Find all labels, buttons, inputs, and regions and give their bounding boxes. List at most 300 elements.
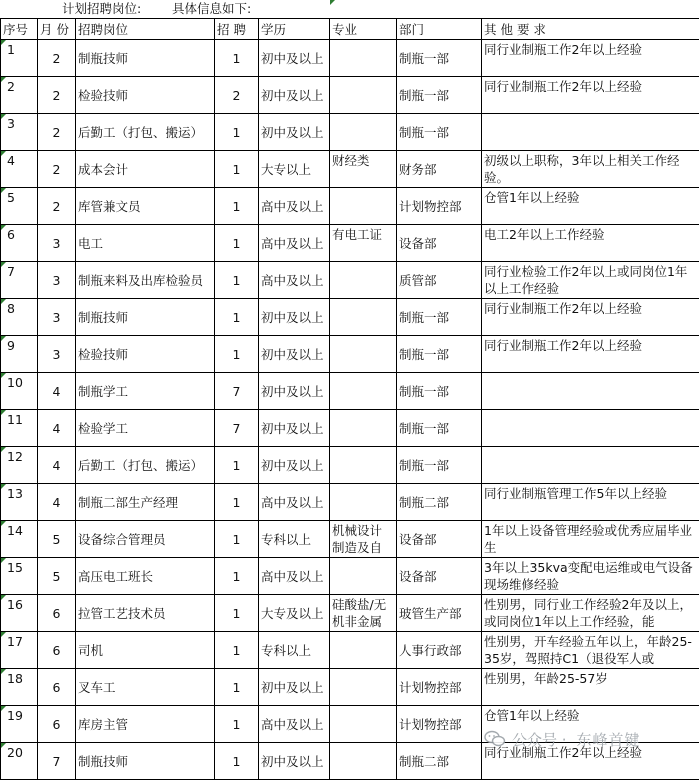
cell-requirements-text: 电工2年以上工作经验 (484, 227, 604, 242)
cell-requirements-text: 同行业制瓶管理工作5年以上经验 (484, 486, 667, 501)
cell-month[interactable] (38, 484, 76, 521)
cell-requirements[interactable] (482, 447, 699, 484)
cell-position[interactable] (76, 188, 215, 225)
cell-department[interactable] (397, 447, 482, 484)
cell-requirements-text: 1年以上设备管理经验或优秀应届毕业生 (484, 523, 692, 555)
cell-count[interactable] (215, 114, 259, 151)
cell-position[interactable] (76, 484, 215, 521)
cell-education[interactable] (259, 706, 330, 743)
cell-major[interactable] (330, 595, 397, 632)
cell-department[interactable] (397, 40, 482, 77)
cell-department[interactable] (397, 373, 482, 410)
cell-no-text: 13 (7, 486, 23, 501)
cell-position-text: 设备综合管理员 (78, 532, 166, 547)
sheet-title (0, 0, 699, 18)
cell-position-text: 叉车工 (78, 680, 116, 695)
table-row (1, 225, 699, 262)
cell-education[interactable] (259, 558, 330, 595)
cell-no[interactable] (1, 151, 38, 188)
cell-major[interactable] (330, 669, 397, 706)
cell-comment-marker (1, 114, 6, 119)
cell-education[interactable] (259, 40, 330, 77)
cell-month[interactable] (38, 410, 76, 447)
cell-month-text: 2 (53, 162, 61, 177)
cell-count[interactable] (215, 262, 259, 299)
cell-month[interactable] (38, 521, 76, 558)
cell-education[interactable] (259, 151, 330, 188)
cell-major[interactable] (330, 373, 397, 410)
cell-department[interactable] (397, 77, 482, 114)
cell-count[interactable] (215, 336, 259, 373)
cell-comment-marker (1, 336, 6, 341)
table-row (1, 40, 699, 77)
cell-department[interactable] (397, 410, 482, 447)
header-position: 招聘岗位 (76, 19, 215, 40)
cell-education[interactable] (259, 595, 330, 632)
cell-department[interactable] (397, 336, 482, 373)
cell-education[interactable] (259, 373, 330, 410)
cell-requirements[interactable] (482, 558, 699, 595)
cell-requirements[interactable] (482, 188, 699, 225)
header-requirements: 其 他 要 求 (482, 19, 699, 40)
table-row (1, 114, 699, 151)
watermark-label: 公众号 · (512, 729, 567, 750)
cell-major[interactable] (330, 188, 397, 225)
cell-department-text: 设备部 (399, 236, 437, 251)
cell-month-text: 4 (53, 384, 61, 399)
cell-education-text: 大专以上 (261, 162, 311, 177)
cell-count[interactable] (215, 151, 259, 188)
cell-position[interactable] (76, 743, 215, 780)
cell-month[interactable] (38, 225, 76, 262)
cell-count-text: 1 (233, 310, 241, 325)
watermark-name: 东峰首键 (577, 729, 641, 750)
cell-no-text: 1 (7, 42, 15, 57)
cell-position[interactable] (76, 669, 215, 706)
cell-month-text: 6 (53, 680, 61, 695)
cell-requirements-text: 性别男，年龄25-57岁 (484, 671, 608, 686)
cell-requirements-text: 仓管1年以上经验 (484, 190, 579, 205)
cell-requirements-text: 初级以上职称，3年以上相关工作经验。 (484, 153, 679, 185)
cell-position[interactable] (76, 40, 215, 77)
cell-education[interactable] (259, 410, 330, 447)
cell-department-text: 财务部 (399, 162, 437, 177)
cell-count[interactable] (215, 706, 259, 743)
cell-requirements-text: 3年以上35kva变配电运维或电气设备现场维修经验 (484, 560, 693, 592)
cell-no[interactable] (1, 410, 38, 447)
cell-position-text: 后勤工（打包、搬运） (78, 125, 203, 140)
cell-position[interactable] (76, 706, 215, 743)
cell-position-text: 司机 (78, 643, 103, 658)
cell-count-text: 1 (233, 532, 241, 547)
cell-department[interactable] (397, 299, 482, 336)
cell-position-text: 制瓶技师 (78, 310, 128, 325)
cell-month-text: 3 (53, 273, 61, 288)
cell-department[interactable] (397, 188, 482, 225)
cell-education[interactable] (259, 632, 330, 669)
cell-education-text: 初中及以上 (261, 88, 324, 103)
cell-education[interactable] (259, 114, 330, 151)
cell-department-text: 计划物控部 (399, 717, 462, 732)
cell-month[interactable] (38, 558, 76, 595)
cell-no-text: 15 (7, 560, 23, 575)
cell-month[interactable] (38, 40, 76, 77)
cell-department-text: 制瓶一部 (399, 347, 449, 362)
cell-comment-marker (1, 410, 6, 415)
cell-count-text: 1 (233, 347, 241, 362)
cell-education-text: 初中及以上 (261, 310, 324, 325)
cell-requirements[interactable] (482, 114, 699, 151)
cell-no[interactable] (1, 706, 38, 743)
cell-position-text: 制瓶学工 (78, 384, 128, 399)
cell-department-text: 设备部 (399, 569, 437, 584)
cell-position-text: 后勤工（打包、搬运） (78, 458, 203, 473)
cell-position[interactable] (76, 299, 215, 336)
cell-position[interactable] (76, 595, 215, 632)
cell-comment-marker (1, 262, 6, 267)
cell-department-text: 制瓶一部 (399, 88, 449, 103)
header-month: 月 份 (38, 19, 76, 40)
cell-position-text: 库房主管 (78, 717, 128, 732)
cell-no[interactable] (1, 114, 38, 151)
cell-major[interactable] (330, 262, 397, 299)
cell-no-text: 11 (7, 412, 23, 427)
cell-count-text: 7 (233, 421, 241, 436)
cell-month-text: 4 (53, 495, 61, 510)
cell-department-text: 制瓶一部 (399, 384, 449, 399)
cell-major[interactable] (330, 225, 397, 262)
cell-month-text: 3 (53, 310, 61, 325)
cell-major[interactable] (330, 558, 397, 595)
cell-position-text: 制瓶技师 (78, 754, 128, 769)
cell-count-text: 1 (233, 458, 241, 473)
cell-major[interactable] (330, 77, 397, 114)
cell-requirements[interactable] (482, 77, 699, 114)
table-row (1, 336, 699, 373)
cell-month-text: 5 (53, 532, 61, 547)
cell-major[interactable] (330, 336, 397, 373)
cell-no[interactable] (1, 188, 38, 225)
cell-month[interactable] (38, 262, 76, 299)
cell-no-text: 6 (7, 227, 15, 242)
cell-major[interactable] (330, 40, 397, 77)
cell-no[interactable] (1, 77, 38, 114)
cell-no[interactable] (1, 669, 38, 706)
cell-month-text: 6 (53, 606, 61, 621)
cell-requirements-text: 同行业制瓶工作2年以上经验 (484, 79, 642, 94)
cell-count[interactable] (215, 188, 259, 225)
cell-comment-marker (1, 558, 6, 563)
cell-count-text: 1 (233, 162, 241, 177)
cell-major-text: 财经类 (332, 153, 370, 168)
cell-comment-marker (1, 40, 6, 45)
cell-education-text: 初中及以上 (261, 384, 324, 399)
cell-no[interactable] (1, 743, 38, 780)
cell-no[interactable] (1, 484, 38, 521)
cell-comment-marker (1, 595, 6, 600)
cell-education-text: 高中及以上 (261, 569, 324, 584)
cell-position[interactable] (76, 114, 215, 151)
cell-no[interactable] (1, 558, 38, 595)
cell-requirements-text: 同行业制瓶工作2年以上经验 (484, 301, 642, 316)
cell-count[interactable] (215, 299, 259, 336)
cell-count[interactable] (215, 410, 259, 447)
cell-position[interactable] (76, 77, 215, 114)
cell-requirements[interactable] (482, 373, 699, 410)
cell-major-text: 有电工证 (332, 227, 382, 242)
cell-month[interactable] (38, 706, 76, 743)
table-row (1, 151, 699, 188)
cell-month[interactable] (38, 373, 76, 410)
cell-education-text: 专科以上 (261, 532, 311, 547)
cell-department[interactable] (397, 669, 482, 706)
cell-education-text: 高中及以上 (261, 717, 324, 732)
cell-count[interactable] (215, 632, 259, 669)
cell-requirements[interactable] (482, 262, 699, 299)
cell-count[interactable] (215, 595, 259, 632)
cell-education[interactable] (259, 225, 330, 262)
cell-no-text: 19 (7, 708, 23, 723)
cell-requirements[interactable] (482, 669, 699, 706)
cell-position[interactable] (76, 558, 215, 595)
cell-month[interactable] (38, 336, 76, 373)
cell-count-text: 1 (233, 754, 241, 769)
cell-comment-marker (1, 669, 6, 674)
table-row (1, 558, 699, 595)
cell-education[interactable] (259, 743, 330, 780)
cell-education-text: 高中及以上 (261, 236, 324, 251)
cell-count-text: 7 (233, 384, 241, 399)
table-row (1, 188, 699, 225)
cell-education[interactable] (259, 521, 330, 558)
table-row (1, 373, 699, 410)
cell-comment-marker (1, 225, 6, 230)
cell-month-text: 6 (53, 717, 61, 732)
cell-education[interactable] (259, 262, 330, 299)
cell-month-text: 3 (53, 236, 61, 251)
cell-requirements-text: 同行业制瓶工作2年以上经验 (484, 42, 642, 57)
cell-department-text: 制瓶一部 (399, 125, 449, 140)
cell-no[interactable] (1, 299, 38, 336)
cell-position[interactable] (76, 521, 215, 558)
cell-position[interactable] (76, 373, 215, 410)
cell-requirements[interactable] (482, 521, 699, 558)
cell-position-text: 高压电工班长 (78, 569, 153, 584)
cell-month[interactable] (38, 669, 76, 706)
cell-major[interactable] (330, 743, 397, 780)
cell-count-text: 1 (233, 199, 241, 214)
cell-major[interactable] (330, 484, 397, 521)
cell-education[interactable] (259, 188, 330, 225)
cell-major[interactable] (330, 299, 397, 336)
table-row (1, 299, 699, 336)
wechat-icon (484, 730, 506, 748)
cell-position-text: 库管兼文员 (78, 199, 141, 214)
cell-major-text: 硅酸盐/无机非金属 (332, 597, 386, 629)
cell-major[interactable] (330, 114, 397, 151)
cell-position-text: 拉管工艺技术员 (78, 606, 166, 621)
cell-requirements[interactable] (482, 336, 699, 373)
cell-education-text: 初中及以上 (261, 347, 324, 362)
cell-department[interactable] (397, 706, 482, 743)
cell-comment-marker (1, 521, 6, 526)
cell-department[interactable] (397, 151, 482, 188)
table-row (1, 410, 699, 447)
cell-department[interactable] (397, 521, 482, 558)
cell-count-text: 1 (233, 495, 241, 510)
cell-month[interactable] (38, 77, 76, 114)
cell-position-text: 电工 (78, 236, 103, 251)
cell-month-text: 4 (53, 421, 61, 436)
cell-no-text: 4 (7, 153, 15, 168)
cell-position-text: 制瓶二部生产经理 (78, 495, 178, 510)
cell-no[interactable] (1, 40, 38, 77)
cell-requirements[interactable] (482, 595, 699, 632)
cell-count[interactable] (215, 40, 259, 77)
table-row (1, 484, 699, 521)
cell-education[interactable] (259, 484, 330, 521)
title-detail-label: 具体信息如下: (172, 0, 251, 18)
cell-education-text: 高中及以上 (261, 273, 324, 288)
cell-position-text: 检验技师 (78, 347, 128, 362)
cell-education[interactable] (259, 447, 330, 484)
cell-month[interactable] (38, 632, 76, 669)
cell-month[interactable] (38, 114, 76, 151)
cell-education-text: 初中及以上 (261, 680, 324, 695)
cell-requirements[interactable] (482, 225, 699, 262)
cell-education-text: 初中及以上 (261, 51, 324, 66)
table-row (1, 669, 699, 706)
cell-department[interactable] (397, 114, 482, 151)
table-row (1, 77, 699, 114)
cell-requirements[interactable] (482, 632, 699, 669)
cell-department-text: 设备部 (399, 532, 437, 547)
cell-education-text: 高中及以上 (261, 495, 324, 510)
cell-position-text: 制瓶技师 (78, 51, 128, 66)
cell-month-text: 6 (53, 643, 61, 658)
table-row (1, 595, 699, 632)
cell-position-text: 检验技师 (78, 88, 128, 103)
cell-no[interactable] (1, 632, 38, 669)
cell-count[interactable] (215, 447, 259, 484)
cell-count-text: 1 (233, 569, 241, 584)
cell-month-text: 4 (53, 458, 61, 473)
cell-comment-marker (330, 0, 335, 5)
cell-requirements[interactable] (482, 151, 699, 188)
cell-requirements-text: 同行业检验工作2年以上或同岗位1年以上工作经验 (484, 264, 687, 296)
cell-department[interactable] (397, 558, 482, 595)
cell-no[interactable] (1, 447, 38, 484)
cell-requirements-text: 性别男，开车经验五年以上，年龄25-35岁，驾照持C1（退役军人或 (484, 634, 692, 666)
cell-education[interactable] (259, 669, 330, 706)
cell-position[interactable] (76, 225, 215, 262)
cell-department[interactable] (397, 262, 482, 299)
cell-position-text: 检验学工 (78, 421, 128, 436)
cell-comment-marker (1, 299, 6, 304)
cell-no[interactable] (1, 521, 38, 558)
cell-month[interactable] (38, 188, 76, 225)
cell-no[interactable] (1, 225, 38, 262)
cell-count-text: 1 (233, 717, 241, 732)
cell-department[interactable] (397, 484, 482, 521)
cell-position[interactable] (76, 151, 215, 188)
table-row (1, 262, 699, 299)
cell-no-text: 17 (7, 634, 23, 649)
cell-department-text: 制瓶一部 (399, 310, 449, 325)
cell-major[interactable] (330, 521, 397, 558)
cell-no-text: 14 (7, 523, 23, 538)
cell-count[interactable] (215, 373, 259, 410)
cell-count[interactable] (215, 669, 259, 706)
cell-no[interactable] (1, 262, 38, 299)
cell-education[interactable] (259, 299, 330, 336)
cell-major[interactable] (330, 447, 397, 484)
cell-count[interactable] (215, 225, 259, 262)
cell-education-text: 初中及以上 (261, 754, 324, 769)
header-education: 学历 (259, 19, 330, 40)
cell-requirements[interactable] (482, 40, 699, 77)
cell-education-text: 高中及以上 (261, 199, 324, 214)
cell-month-text: 2 (53, 199, 61, 214)
cell-count-text: 1 (233, 236, 241, 251)
cell-education[interactable] (259, 77, 330, 114)
cell-position[interactable] (76, 336, 215, 373)
header-no: 序号 (1, 19, 38, 40)
cell-department[interactable] (397, 632, 482, 669)
cell-month-text: 3 (53, 347, 61, 362)
cell-month[interactable] (38, 743, 76, 780)
cell-position[interactable] (76, 262, 215, 299)
cell-no-text: 16 (7, 597, 23, 612)
cell-department-text: 质管部 (399, 273, 437, 288)
cell-position[interactable] (76, 410, 215, 447)
cell-position[interactable] (76, 632, 215, 669)
table-row (1, 632, 699, 669)
cell-requirements[interactable] (482, 484, 699, 521)
cell-department[interactable] (397, 225, 482, 262)
cell-count[interactable] (215, 743, 259, 780)
cell-department[interactable] (397, 743, 482, 780)
cell-major[interactable] (330, 151, 397, 188)
cell-major[interactable] (330, 706, 397, 743)
cell-month[interactable] (38, 595, 76, 632)
cell-no[interactable] (1, 336, 38, 373)
cell-education[interactable] (259, 336, 330, 373)
cell-position[interactable] (76, 447, 215, 484)
cell-position-text: 制瓶来料及出库检验员 (78, 273, 203, 288)
cell-count[interactable] (215, 521, 259, 558)
cell-month[interactable] (38, 447, 76, 484)
cell-department[interactable] (397, 595, 482, 632)
cell-month[interactable] (38, 151, 76, 188)
cell-month[interactable] (38, 299, 76, 336)
cell-no-text: 9 (7, 338, 15, 353)
watermark (484, 725, 641, 753)
cell-count[interactable] (215, 484, 259, 521)
cell-requirements[interactable] (482, 410, 699, 447)
cell-no[interactable] (1, 373, 38, 410)
cell-no[interactable] (1, 595, 38, 632)
cell-count[interactable] (215, 77, 259, 114)
cell-major[interactable] (330, 632, 397, 669)
table-row (1, 521, 699, 558)
cell-major[interactable] (330, 410, 397, 447)
cell-education-text: 大专及以上 (261, 606, 324, 621)
cell-department-text: 玻管生产部 (399, 606, 462, 621)
cell-no-text: 20 (7, 745, 23, 760)
cell-count[interactable] (215, 558, 259, 595)
cell-requirements[interactable] (482, 299, 699, 336)
